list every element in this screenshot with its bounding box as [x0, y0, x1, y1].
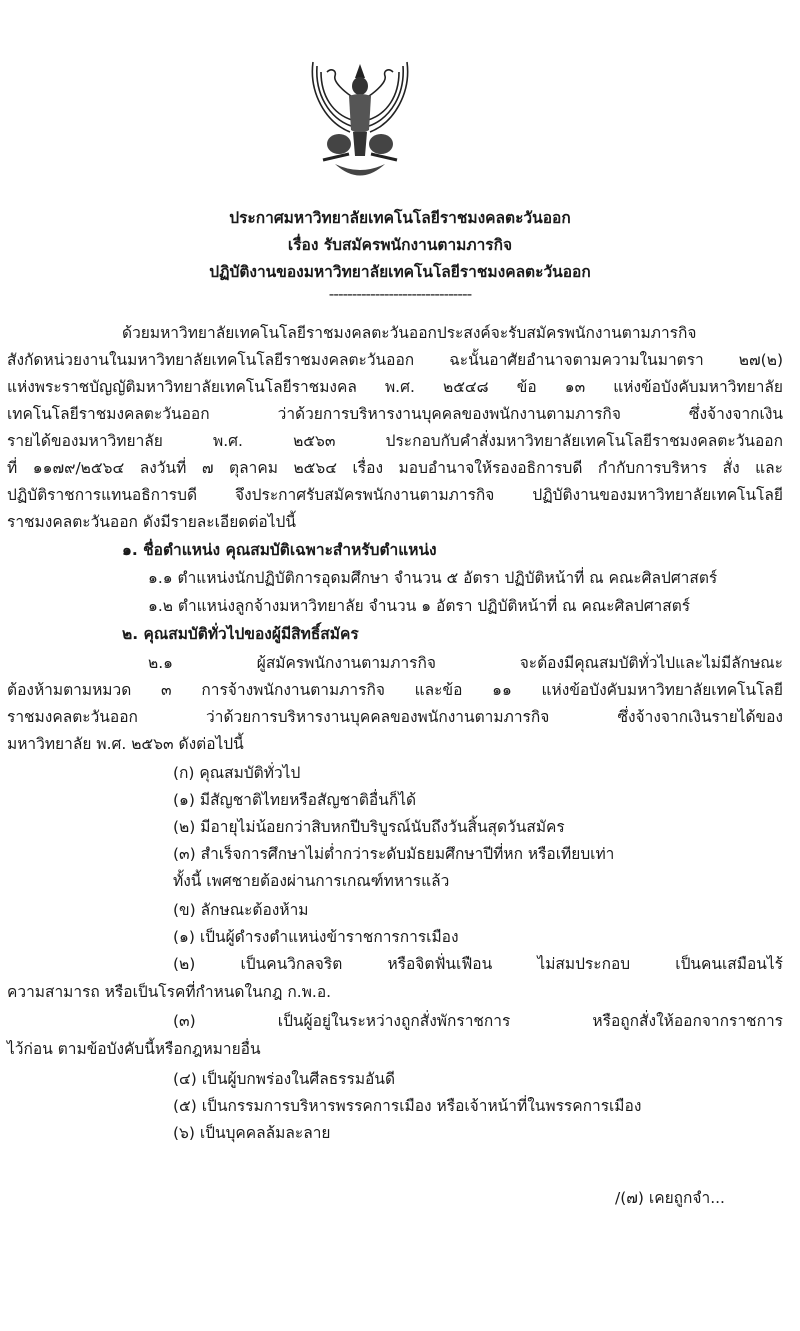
general-qualification-item: (๒) มีอายุไม่น้อยกว่าสิบหกปีบริบูรณ์นับถึงวันสิ้นสุดวันสมัคร: [173, 818, 565, 836]
section-2-heading: ๒. คุณสมบัติทั่วไปของผู้มีสิทธิ์สมัคร: [122, 625, 359, 643]
header-divider: -------------------------------: [328, 285, 472, 303]
prohibited-item: (๑) เป็นผู้ดำรงตำแหน่งข้าราชการการเมือง: [173, 928, 459, 946]
position-item: ๑.๒ ตำแหน่งลูกจ้างมหาวิทยาลัย จำนวน ๑ อัตรา ปฏิบัติหน้าที่ ณ คณะศิลปศาสตร์: [148, 597, 691, 615]
general-qualification-note: ทั้งนี้ เพศชายต้องผ่านการเกณฑ์ทหารแล้ว: [173, 872, 450, 890]
qualification-para: ต้องห้ามตามหมวด ๓ การจ้างพนักงานตามภารกิจ และข้อ ๑๑ แห่งข้อบังคับมหาวิทยาลัยเทคโนโลยี: [7, 681, 783, 699]
intro-line: ด้วยมหาวิทยาลัยเทคโนโลยีราชมงคลตะวันออกประสงค์จะรับสมัครพนักงานตามภารกิจ: [122, 324, 697, 342]
qualification-para: ๒.๑ ผู้สมัครพนักงานตามภารกิจ จะต้องมีคุณสมบัติทั่วไปและไม่มีลักษณะ: [148, 654, 783, 672]
prohibited-heading: (ข) ลักษณะต้องห้าม: [173, 901, 309, 919]
intro-line: ราชมงคลตะวันออก ดังมีรายละเอียดต่อไปนี้: [7, 513, 296, 531]
general-qualification-item: (๑) มีสัญชาติไทยหรือสัญชาติอื่นก็ได้: [173, 791, 417, 809]
prohibited-item: (๒) เป็นคนวิกลจริต หรือจิตฟั่นเฟือน ไม่สมประกอบ เป็นคนเสมือนไร้: [173, 955, 783, 973]
intro-line: สังกัดหน่วยงานในมหาวิทยาลัยเทคโนโลยีราชมงคลตะวันออก ฉะนั้นอาศัยอำนาจตามความในมาตรา ๒๗(๒): [7, 351, 783, 369]
prohibited-item: (๔) เป็นผู้บกพร่องในศีลธรรมอันดี: [173, 1070, 396, 1088]
intro-line: แห่งพระราชบัญญัติมหาวิทยาลัยเทคโนโลยีราชมงคล พ.ศ. ๒๕๔๘ ข้อ ๑๓ แห่งข้อบังคับมหาวิทยาลัย: [7, 378, 783, 396]
page-continuation: /(๗) เคยถูกจำ...: [615, 1189, 725, 1207]
garuda-emblem: [305, 52, 415, 187]
intro-line: ปฏิบัติราชการแทนอธิการบดี จึงประกาศรับสมัครพนักงานตามภารกิจ ปฏิบัติงานของมหาวิทยาลัยเทคโนโลยี: [7, 486, 783, 504]
garuda-emblem-icon: [305, 52, 415, 187]
prohibited-item-cont: ความสามารถ หรือเป็นโรคที่กำหนดในกฎ ก.พ.อ.: [7, 983, 332, 1001]
section-1-heading: ๑. ชื่อตำแหน่ง คุณสมบัติเฉพาะสำหรับตำแหน่ง: [122, 541, 437, 559]
qualification-para: ราชมงคลตะวันออก ว่าด้วยการบริหารงานบุคคลของพนักงานตามภารกิจ ซึ่งจ้างจากเงินรายได้ของ: [7, 708, 783, 726]
prohibited-item: (๓) เป็นผู้อยู่ในระหว่างถูกสั่งพักราชการ หรือถูกสั่งให้ออกจากราชการ: [173, 1012, 783, 1030]
prohibited-item: (๕) เป็นกรรมการบริหารพรรคการเมือง หรือเจ้าหน้าที่ในพรรคการเมือง: [173, 1097, 642, 1115]
position-item: ๑.๑ ตำแหน่งนักปฏิบัติการอุดมศึกษา จำนวน ๕ อัตรา ปฏิบัติหน้าที่ ณ คณะศิลปศาสตร์: [148, 569, 718, 587]
prohibited-item: (๖) เป็นบุคคลล้มละลาย: [173, 1124, 331, 1142]
intro-line: เทคโนโลยีราชมงคลตะวันออก ว่าด้วยการบริหารงานบุคคลของพนักงานตามภารกิจ ซึ่งจ้างจากเงิน: [7, 405, 783, 423]
intro-line: ที่ ๑๑๗๙/๒๕๖๔ ลงวันที่ ๗ ตุลาคม ๒๕๖๔ เรื่อง มอบอำนาจให้รองอธิการบดี กำกับการบริหาร สั่ง และ: [7, 459, 783, 477]
prohibited-item-cont: ไว้ก่อน ตามข้อบังคับนี้หรือกฎหมายอื่น: [7, 1040, 261, 1058]
general-qualification-item: (๓) สำเร็จการศึกษาไม่ต่ำกว่าระดับมัธยมศึกษาปีที่หก หรือเทียบเท่า: [173, 845, 615, 863]
announcement-title: ประกาศมหาวิทยาลัยเทคโนโลยีราชมงคลตะวันออก: [229, 209, 571, 227]
intro-line: รายได้ของมหาวิทยาลัย พ.ศ. ๒๕๖๓ ประกอบกับคำสั่งมหาวิทยาลัยเทคโนโลยีราชมงคลตะวันออก: [7, 432, 783, 450]
general-qualifications-heading: (ก) คุณสมบัติทั่วไป: [173, 764, 301, 782]
announcement-subject: เรื่อง รับสมัครพนักงานตามภารกิจ: [287, 236, 513, 254]
qualification-para: มหาวิทยาลัย พ.ศ. ๒๕๖๓ ดังต่อไปนี้: [7, 735, 244, 753]
announcement-subtitle: ปฏิบัติงานของมหาวิทยาลัยเทคโนโลยีราชมงคลตะวันออก: [209, 263, 591, 281]
